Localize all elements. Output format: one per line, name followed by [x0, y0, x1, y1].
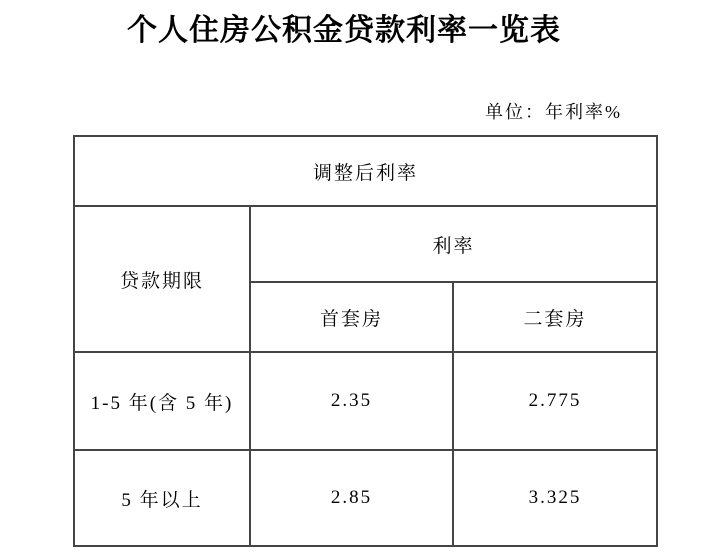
unit-label: 单位：年利率% [485, 102, 622, 122]
second-home-rate: 3.325 [453, 450, 657, 546]
first-home-header: 首套房 [250, 282, 453, 352]
second-home-rate: 2.775 [453, 352, 657, 450]
second-home-header: 二套房 [453, 282, 657, 352]
rate-table [73, 135, 658, 547]
first-home-rate: 2.85 [250, 450, 453, 546]
table-row [74, 450, 657, 546]
table-row-top-header [74, 136, 657, 206]
adjusted-rate-header: 调整后利率 [74, 136, 657, 206]
rate-group-header: 利率 [250, 206, 657, 282]
table-row-rate-group [74, 206, 657, 282]
first-home-rate: 2.35 [250, 352, 453, 450]
loan-term-value: 5 年以上 [74, 450, 250, 546]
loan-term-header: 贷款期限 [74, 206, 250, 352]
table-row [74, 352, 657, 450]
page-title: 个人住房公积金贷款利率一览表 [127, 14, 561, 47]
loan-term-value: 1-5 年(含 5 年) [74, 352, 250, 450]
